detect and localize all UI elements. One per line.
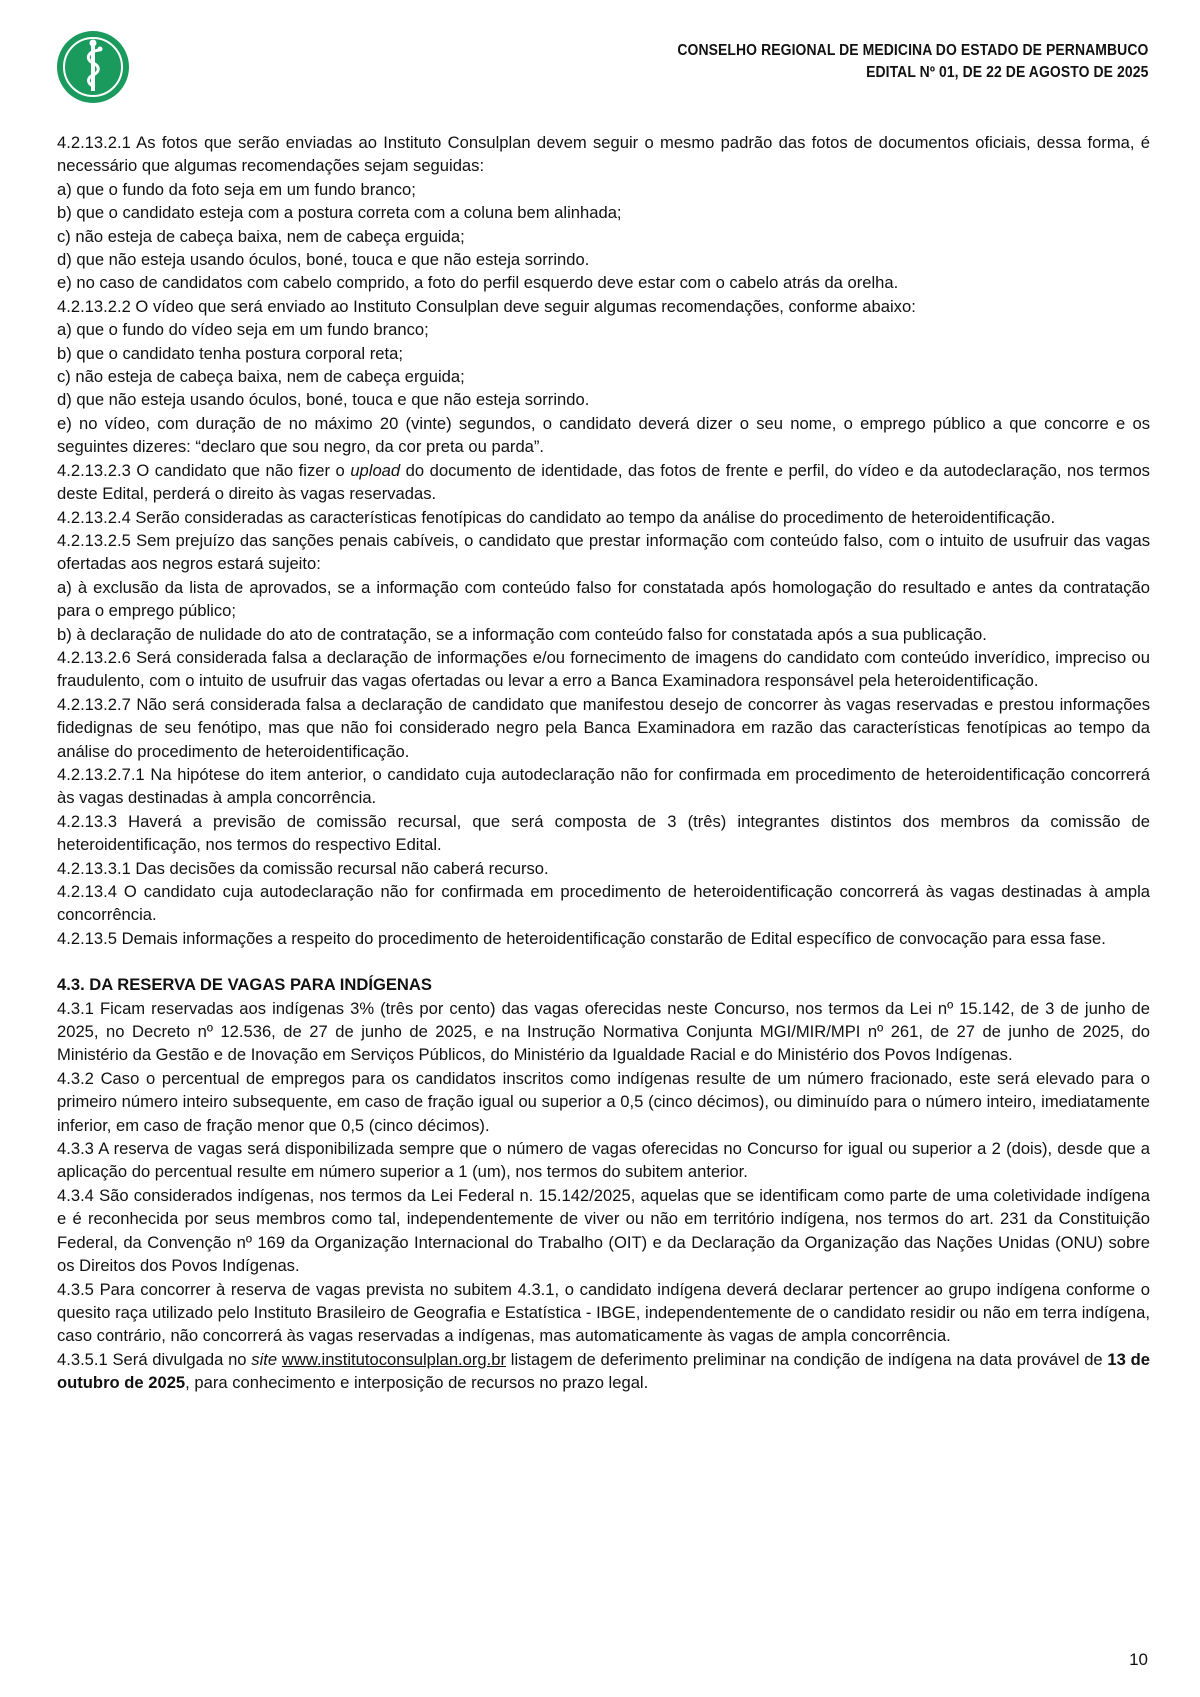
paragraph: 4.3.2 Caso o percentual de empregos para os candidatos inscritos como indígenas resulte de um número fracionado, este será elevado para o primeiro número inteiro subsequente, em caso de fração igual ou superior a 0,5 (cinco décimos), ou diminuído para o número inteiro, imediatamente inferior, em caso de fração menor que 0,5 (cinco décimos). <box>57 1068 1150 1135</box>
paragraph: 4.2.13.2.2 O vídeo que será enviado ao Instituto Consulplan deve seguir algumas recomendações, conforme abaixo: <box>57 296 916 316</box>
paragraph: 4.2.13.5 Demais informações a respeito do procedimento de heteroidentificação constarão de Edital específico de convocação para essa fase. <box>57 928 1106 948</box>
section-heading: 4.3. DA RESERVA DE VAGAS PARA INDÍGENAS <box>57 975 432 995</box>
paragraph: 4.2.13.2.4 Serão consideradas as características fenotípicas do candidato ao tempo da análise do procedimento de heteroidentificação. <box>57 507 1056 527</box>
paragraph: d) que não esteja usando óculos, boné, touca e que não esteja sorrindo. <box>57 250 590 270</box>
paragraph: 4.3.4 São considerados indígenas, nos termos da Lei Federal n. 15.142/2025, aquelas que se identificam como parte de uma coletividade indígena e é reconhecida por seus membros como tal, independentemente de viver ou não em território indígena, nos termos do art. 231 da Constituição Federal, da Convenção nº 169 da Organização Internacional do Trabalho (OIT) e da Declaração da Organização das Nações Unidas (ONU) sobre os Direitos dos Povos Indígenas. <box>57 1185 1150 1276</box>
paragraph: e) no vídeo, com duração de no máximo 20 (vinte) segundos, o candidato deverá dizer o seu nome, o emprego público a que concorre e os seguintes dizeres: “declaro que sou negro, da cor preta ou parda”. <box>57 413 1150 457</box>
text-run: listagem de deferimento preliminar na condição de indígena na data provável de <box>506 1349 1108 1369</box>
paragraph: 4.3.5 Para concorrer à reserva de vagas prevista no subitem 4.3.1, o candidato indígena deverá declarar pertencer ao grupo indígena conforme o quesito raça utilizado pelo Instituto Brasileiro de Geografia e Estatística - IBGE, independentemente de o candidato residir ou não em terra indígena, caso contrário, não concorrerá às vagas reservadas a indígenas, mas automaticamente às vagas de ampla concorrência. <box>57 1279 1150 1346</box>
caduceus-logo <box>56 30 130 104</box>
document-body <box>57 131 1150 1395</box>
paragraph: 4.2.13.2.6 Será considerada falsa a declaração de informações e/ou fornecimento de imagens do candidato com conteúdo inverídico, impreciso ou fraudulento, com o intuito de usufruir das vagas ofertadas ou levar a erro a Banca Examinadora responsável pela heteroidentificação. <box>57 647 1150 691</box>
text-run: , para conhecimento e interposição de recursos no prazo legal. <box>185 1373 649 1393</box>
italic-term: site <box>251 1349 278 1369</box>
header-edital: EDITAL Nº 01, DE 22 DE AGOSTO DE 2025 <box>865 64 1148 81</box>
caduceus-icon <box>56 30 130 104</box>
paragraph <box>57 1348 1150 1395</box>
paragraph: e) no caso de candidatos com cabelo comprido, a foto do perfil esquerdo deve estar com o cabelo atrás da orelha. <box>57 273 899 293</box>
paragraph: 4.3.3 A reserva de vagas será disponibilizada sempre que o número de vagas oferecidas no Concurso for igual ou superior a 2 (dois), desde que a aplicação do percentual resulte em número superior a 1 (um), nos termos do subitem anterior. <box>57 1139 1150 1182</box>
bold-date: 13 de outubro de 2025 <box>57 1349 1150 1393</box>
paragraph: 4.2.13.3 Haverá a previsão de comissão recursal, que será composta de 3 (três) integrantes distintos dos membros da comissão de heteroidentificação, nos termos do respectivo Edital. <box>57 811 1150 855</box>
text-run: 4.3.5.1 Será divulgada no <box>57 1349 252 1369</box>
paragraph: b) à declaração de nulidade do ato de contratação, se a informação com conteúdo falso for constatada após a sua publicação. <box>57 624 987 644</box>
paragraph: 4.2.13.4 O candidato cuja autodeclaração não for confirmada em procedimento de heteroidentificação concorrerá às vagas destinadas à ampla concorrência. <box>57 882 1150 925</box>
paragraph: 4.2.13.2.7 Não será considerada falsa a declaração de candidato que manifestou desejo de concorrer às vagas reservadas e prestou informações fidedignas de seu fenótipo, mas que não foi considerado negro pela Banca Examinadora em razão das características fenotípicas ao tempo da análise do procedimento de heteroidentificação. <box>57 694 1150 761</box>
paragraph: a) que o fundo do vídeo seja em um fundo branco; <box>57 320 429 340</box>
header-institution: CONSELHO REGIONAL DE MEDICINA DO ESTADO DE PERNAMBUCO <box>676 42 1148 59</box>
paragraph: b) que o candidato tenha postura corporal reta; <box>57 343 403 363</box>
document-header <box>677 40 1148 84</box>
paragraph: b) que o candidato esteja com a postura correta com a coluna bem alinhada; <box>57 203 622 223</box>
paragraph: a) à exclusão da lista de aprovados, se a informação com conteúdo falso for constatada após homologação do resultado e antes da contratação para o emprego público; <box>57 577 1150 621</box>
paragraph: 4.3.1 Ficam reservadas aos indígenas 3% (três por cento) das vagas oferecidas neste Concurso, nos termos da Lei nº 15.142, de 3 de junho de 2025, no Decreto nº 12.536, de 27 de junho de 2025, e na Instrução Normativa Conjunta MGI/MIR/MPI nº 261, de 27 de junho de 2025, do Ministério da Gestão e de Inovação em Serviços Públicos, do Ministério da Igualdade Racial e do Ministério dos Povos Indígenas. <box>57 998 1150 1065</box>
paragraph: 4.2.13.2.7.1 Na hipótese do item anterior, o candidato cuja autodeclaração não for confirmada em procedimento de heteroidentificação concorrerá às vagas destinadas à ampla concorrência. <box>57 764 1150 808</box>
text-run: do documento de identidade, das fotos de frente e perfil, do vídeo e da autodeclaração, nos termos deste Edital, perderá o direito às vagas reservadas. <box>57 460 1150 504</box>
paragraph: a) que o fundo da foto seja em um fundo branco; <box>57 179 416 199</box>
page-number: 10 <box>1129 1650 1148 1669</box>
paragraph: d) que não esteja usando óculos, boné, touca e que não esteja sorrindo. <box>57 390 590 410</box>
text-run: 4.2.13.2.3 O candidato que não fizer o <box>57 460 351 480</box>
paragraph: c) não esteja de cabeça baixa, nem de cabeça erguida; <box>57 367 465 387</box>
paragraph: 4.2.13.3.1 Das decisões da comissão recursal não caberá recurso. <box>57 858 549 878</box>
paragraph: c) não esteja de cabeça baixa, nem de cabeça erguida; <box>57 226 465 246</box>
paragraph <box>57 459 1150 506</box>
paragraph: 4.2.13.2.1 As fotos que serão enviadas ao Instituto Consulplan devem seguir o mesmo padrão das fotos de documentos oficiais, dessa forma, é necessário que algumas recomendações sejam seguidas: <box>57 133 1150 176</box>
italic-term: upload <box>350 460 401 480</box>
paragraph: 4.2.13.2.5 Sem prejuízo das sanções penais cabíveis, o candidato que prestar informação com conteúdo falso, com o intuito de usufruir das vagas ofertadas aos negros estará sujeito: <box>57 530 1150 574</box>
website-link[interactable]: www.institutoconsulplan.org.br <box>281 1349 507 1369</box>
